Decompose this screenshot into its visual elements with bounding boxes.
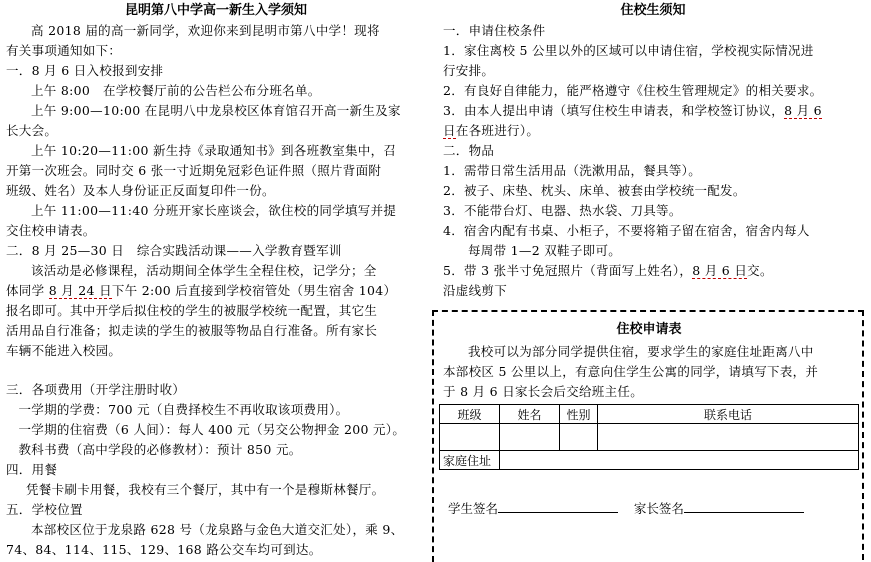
address-cell[interactable] bbox=[500, 451, 859, 470]
text-fragment: 3．由本人提出申请（填写住校生申请表，和学校签订协议， bbox=[443, 103, 785, 118]
student-sign-label: 学生签名 bbox=[448, 501, 499, 516]
text-line bbox=[6, 281, 426, 301]
date-fragment: 日 bbox=[443, 123, 456, 138]
intro-line: 有关事项通知如下： bbox=[6, 43, 122, 58]
text-line: 上午 8:00 在学校餐厅前的公告栏公布分班名单。 bbox=[31, 83, 321, 98]
text-line: 1．家住离校 5 公里以外的区域可以申请住宿，学校视实际情况进 bbox=[443, 43, 814, 58]
text-line: 本部校区位于龙泉路 628 号（龙泉路与金色大道交汇处），乘 9、 bbox=[31, 522, 404, 537]
section-heading: 一．申请住校条件 bbox=[443, 23, 546, 38]
cut-line-right bbox=[862, 310, 864, 560]
text-line: 行安排。 bbox=[443, 63, 495, 78]
parent-sign-line[interactable] bbox=[684, 498, 804, 513]
text-line: 本部校区 5 公里以上，有意向住学生公寓的同学，请填写下表，并 bbox=[443, 364, 819, 379]
section-heading: 二．物品 bbox=[443, 143, 495, 158]
text-line: 报名即可。其中开学后拟住校的学生的被服学校统一配置，其它生 bbox=[6, 303, 378, 318]
text-line: 上午 11:00—11:40 分班开家长座谈会，欲住校的同学填写并提 bbox=[31, 203, 397, 218]
date-fragment: 8 月 6 日 bbox=[692, 263, 748, 278]
text-fragment: 在各班进行）。 bbox=[455, 123, 540, 138]
text-line: 1．需带日常生活用品（洗漱用品，餐具等）。 bbox=[443, 163, 702, 178]
text-line: 上午 10:20—11:00 新生持《录取通知书》到各班教室集中，召 bbox=[31, 143, 397, 158]
text-fragment: 体同学 bbox=[6, 283, 49, 298]
notice-title: 昆明第八中学高一新生入学须知 bbox=[124, 3, 307, 18]
text-line: 一学期的住宿费（6 人间）：每人 400 元（另交公物押金 200 元）。 bbox=[18, 422, 406, 437]
address-label: 家庭住址 bbox=[440, 451, 500, 470]
text-line: 车辆不能进入校园。 bbox=[6, 343, 122, 358]
text-line bbox=[443, 121, 863, 141]
header-class: 班级 bbox=[440, 405, 500, 424]
form-title: 住校申请表 bbox=[616, 322, 682, 337]
section-heading: 一．8 月 6 日入校报到安排 bbox=[6, 63, 164, 78]
name-cell[interactable] bbox=[500, 424, 560, 451]
text-line: 于 8 月 6 日家长会后交给班主任。 bbox=[443, 384, 643, 399]
class-cell[interactable] bbox=[440, 424, 500, 451]
text-fragment: 5．带 3 张半寸免冠照片（背面写上姓名）， bbox=[443, 263, 693, 278]
text-line: 一学期的学费：700 元（自费择校生不再收取该项费用）。 bbox=[18, 402, 349, 417]
text-line: 活用品自行准备；拟走读的学生的被服等物品自行准备。所有家长 bbox=[6, 323, 378, 338]
notice-title: 住校生须知 bbox=[620, 3, 686, 18]
header-name: 姓名 bbox=[500, 405, 560, 424]
text-line: 开第一次班会。同时交 6 张一寸近期免冠彩色证件照（照片背面附 bbox=[6, 163, 382, 178]
section-heading: 四．用餐 bbox=[6, 462, 58, 477]
text-line: 我校可以为部分同学提供住宿，要求学生的家庭住址距离八中 bbox=[468, 344, 814, 359]
text-line: 班级、姓名）及本人身份证正反面复印件一份。 bbox=[6, 183, 275, 198]
text-line bbox=[443, 261, 863, 281]
text-line: 2．被子、床垫、枕头、床单、被套由学校统一配发。 bbox=[443, 183, 746, 198]
text-line: 74、84、114、115、129、168 路公交车均可到达。 bbox=[6, 542, 322, 557]
header-gender: 性别 bbox=[560, 405, 598, 424]
text-line: 交住校申请表。 bbox=[6, 223, 96, 238]
student-sign-line[interactable] bbox=[498, 498, 618, 513]
section-heading: 五．学校位置 bbox=[6, 502, 83, 517]
section-heading: 三．各项费用（开学注册时收） bbox=[6, 382, 186, 397]
text-line: 4．宿舍内配有书桌、小柜子，不要将箱子留在宿舍，宿舍内每人 bbox=[443, 223, 810, 238]
application-table bbox=[439, 404, 859, 470]
enrollment-notice bbox=[6, 0, 426, 560]
parent-sign-label: 家长签名 bbox=[633, 501, 684, 516]
text-line: 凭餐卡刷卡用餐，我校有三个餐厅，其中有一个是穆斯林餐厅。 bbox=[26, 482, 385, 497]
gender-cell[interactable] bbox=[560, 424, 598, 451]
text-line: 每周带 1—2 双鞋子即可。 bbox=[468, 243, 622, 258]
text-fragment: 交。 bbox=[747, 263, 773, 278]
intro-line: 高 2018 届的高一新同学，欢迎你来到昆明市第八中学！现将 bbox=[31, 23, 380, 38]
text-line: 2．有良好自律能力，能严格遵守《住校生管理规定》的相关要求。 bbox=[443, 83, 823, 98]
cut-note: 沿虚线剪下 bbox=[443, 283, 508, 298]
text-line: 3．不能带台灯、电器、热水袋、刀具等。 bbox=[443, 203, 682, 218]
form-instructions bbox=[443, 342, 857, 402]
text-line: 上午 9:00—10:00 在昆明八中龙泉校区体育馆召开高一新生及家 bbox=[31, 103, 401, 118]
boarding-notice bbox=[443, 0, 863, 301]
text-line bbox=[443, 101, 863, 121]
text-line: 该活动是必修课程，活动期间全体学生全程住校，记学分；全 bbox=[31, 263, 377, 278]
header-phone: 联系电话 bbox=[598, 405, 859, 424]
signature-row bbox=[448, 498, 804, 519]
text-fragment: 下午 2:00 后直接到学校宿管处（男生宿舍 104） bbox=[111, 283, 397, 298]
date-fragment: 8 月 6 bbox=[784, 103, 822, 118]
text-line: 长大会。 bbox=[6, 123, 58, 138]
section-heading: 二．8 月 25—30 日 综合实践活动课——入学教育暨军训 bbox=[6, 243, 342, 258]
phone-cell[interactable] bbox=[598, 424, 859, 451]
date-fragment: 8 月 24 日 bbox=[48, 283, 112, 298]
text-line: 教科书费（高中学段的必修教材）：预计 850 元。 bbox=[18, 442, 302, 457]
